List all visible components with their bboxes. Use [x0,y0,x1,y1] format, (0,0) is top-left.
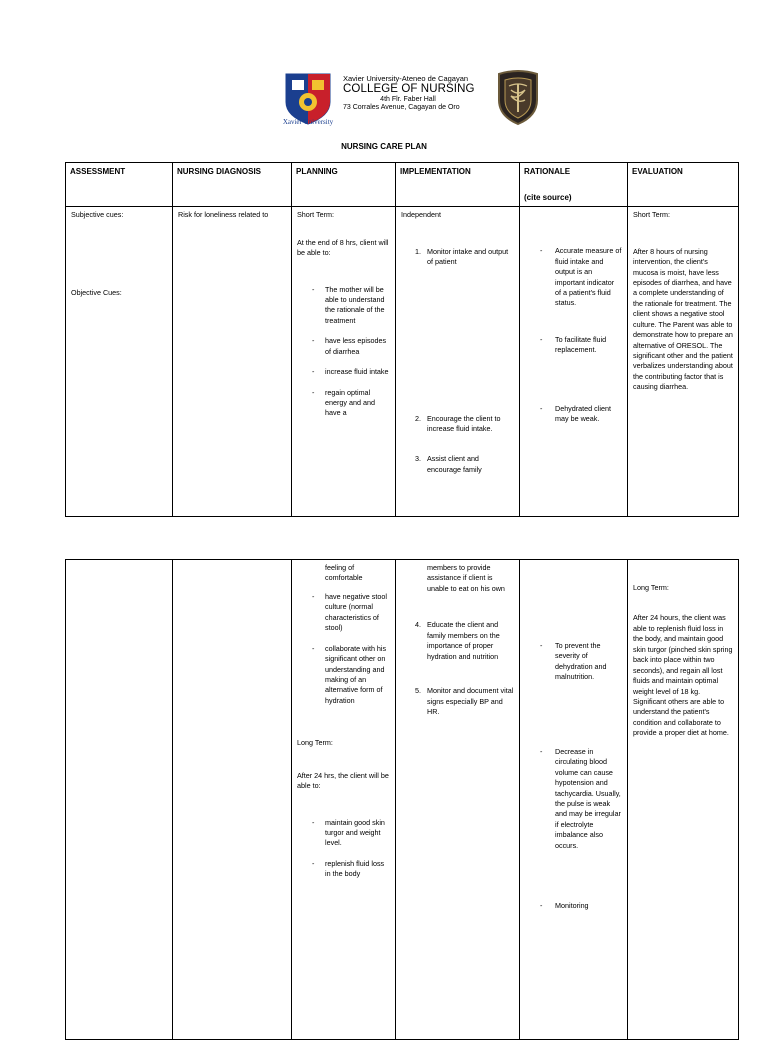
evaluation-cell [628,207,739,517]
rationale-cell [520,207,628,517]
planning-cell [292,207,396,517]
list-item: - Accurate measure of fluid intake and output is an important indicator of a patient's fluid status. [525,246,622,309]
university-line: Xavier University-Ateneo de Cagayan [343,74,469,83]
implementation-continued: members to provide assistance if client is unable to eat on his own [427,563,505,593]
list-item: - have less episodes of diarrhea [297,336,390,357]
col-implementation: IMPLEMENTATION [396,163,520,207]
care-plan-table-page1 [65,162,739,517]
assessment-cell [66,207,173,517]
rationale-list [525,641,622,912]
list-item: 5. Monitor and document vital signs especially BP and HR. [415,686,514,716]
evaluation-term: Short Term: [633,210,671,220]
list-item: - replenish fluid loss in the body [297,859,390,880]
table-header-row [66,163,739,207]
planning-continued: feeling of comfortable [325,563,363,583]
list-item: 2. Encourage the client to increase fluid intake. [415,413,501,433]
rationale-list [525,246,622,424]
rationale-cell [520,560,628,1040]
col-assessment: ASSESSMENT [66,163,173,207]
list-item: - To prevent the severity of dehydration and malnutrition. [525,641,622,683]
planning-cell [292,560,396,1040]
college-name: COLLEGE OF NURSING [343,83,475,96]
implementation-label: Independent [401,210,441,220]
rationale-header: RATIONALE [524,167,571,176]
list-item: - regain optimal energy and and have a [297,388,390,419]
list-item: 1. Monitor intake and output of patient [415,246,509,267]
implementation-cell [396,560,520,1040]
list-item: - Dehydrated client may be weak. [525,404,622,425]
col-rationale [520,163,628,207]
table-row [66,207,739,517]
objective-cues: Objective Cues: [71,287,122,297]
floor-line: 4th Flr. Faber Hall [380,95,436,103]
planning-term: Short Term: [297,210,335,220]
care-plan-table-page2 [65,559,739,1040]
list-item: - collaborate with his significant other on understanding and making of an alternative form of hydration [297,644,390,707]
planning-intro: At the end of 8 hrs, client will be able to: [297,237,389,258]
diagnosis-cell [173,560,292,1040]
assessment-cell [66,560,173,1040]
list-item: 4. Educate the client and family members on the importance of proper hydration and nutrition [415,620,500,661]
col-planning: PLANNING [292,163,396,207]
table-row [66,560,739,1040]
header-text [343,75,475,111]
list-item: - Decrease in circulating blood volume can cause hypotension and tachycardia. Usually, the pulse is weak and may be irregular if electrolyte imbalance also occurs. [525,747,622,851]
rationale-cite: (cite source) [524,192,572,202]
col-diagnosis: NURSING DIAGNOSIS [173,163,292,207]
planning-list [297,285,390,419]
evaluation-term: Long Term: [633,583,669,592]
xavier-university-logo [278,72,338,139]
planning-list [297,592,390,706]
planning-long-list [297,818,390,880]
logo-caption: Xavier University [282,118,334,126]
implementation-cell [396,207,520,517]
planning-long-term: Long Term: [297,738,333,748]
diagnosis-text: Risk for loneliness related to [178,210,269,220]
list-item: - The mother will be able to understand the rationale of the treatment [297,285,390,327]
subjective-cues: Subjective cues: [71,210,124,220]
evaluation-text: After 24 hours, the client was able to replenish fluid loss in the body, and maintain good skin turgor (pinched skin spring back into place within two seconds), and regain all lost fluids and maintain optimal weight level of 18 kg. Significant others are able to understand the patient's condition and collaborate to provide a proper diet at home. [633,613,733,738]
document-title: NURSING CARE PLAN [341,142,427,151]
address-line: 73 Corrales Avenue, Cagayan de Oro [343,103,460,111]
diagnosis-cell [173,207,292,517]
list-item: - increase fluid intake [297,367,390,377]
evaluation-cell [628,560,739,1040]
list-item: 3. Assist client and encourage family [415,454,482,474]
list-item: - Monitoring [525,901,622,911]
planning-long-intro: After 24 hrs, the client will be able to: [297,770,389,791]
list-item: - have negative stool culture (normal characteristics of stool) [297,592,390,634]
evaluation-text: After 8 hours of nursing intervention, the client's mucosa is moist, have less episodes of diarrhea, and have a complete understanding of the rationale for treatment. The client shows a negative stool culture. The Parent was able to demonstrate how to prepare an alternative of ORESOL. The significant other and the patient verbalizes understanding about the contributing factor that is causing diarrhea. [633,246,733,392]
list-item: - To facilitate fluid replacement. [525,335,622,356]
col-evaluation: EVALUATION [628,163,739,207]
list-item: - maintain good skin turgor and weight level. [297,818,390,849]
nursing-emblem-logo [495,70,541,131]
